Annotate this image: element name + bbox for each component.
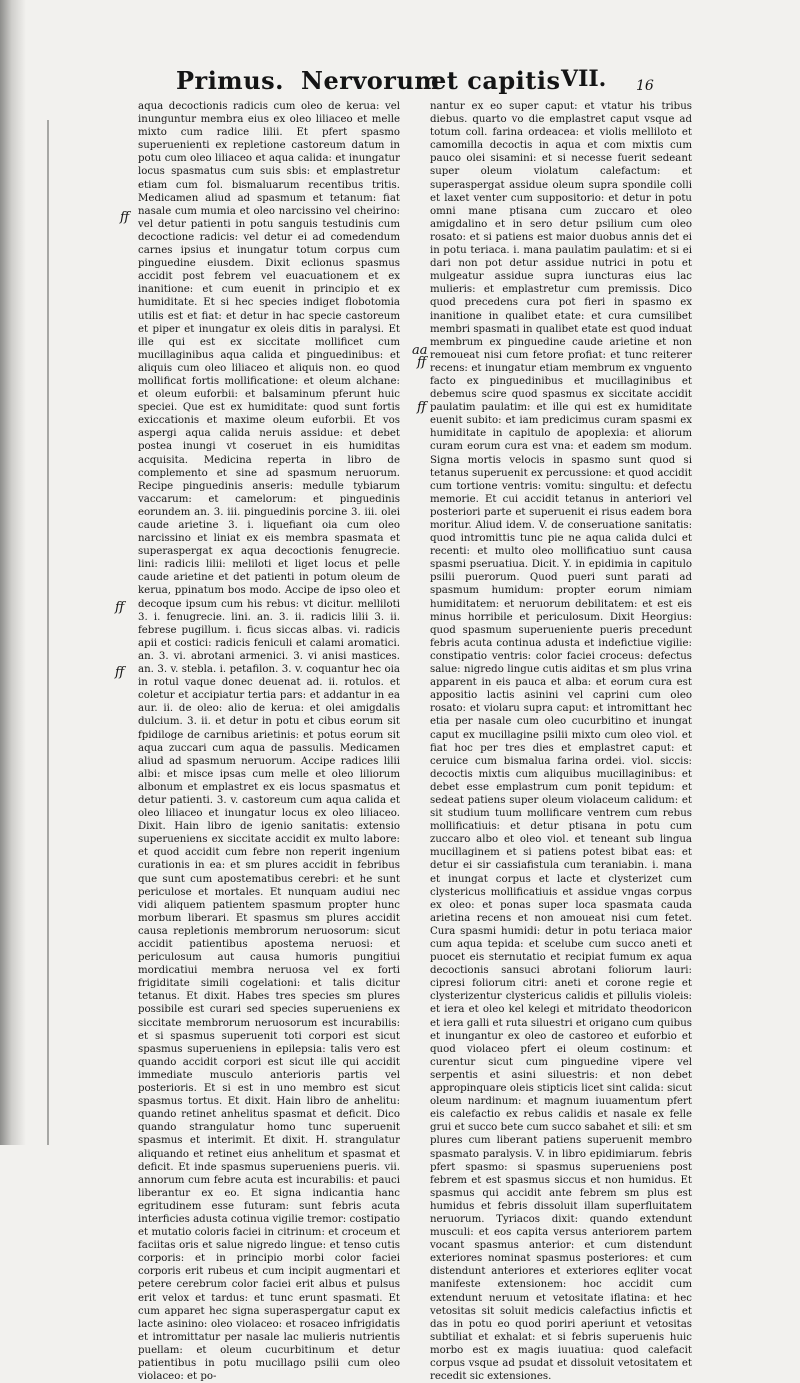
margin-mark-left-3: ff	[115, 665, 125, 680]
folio-handwritten-number: 16	[636, 78, 654, 94]
scan-edge-shadow	[0, 0, 26, 1145]
folio-roman: VII.	[561, 66, 607, 92]
header-right: et capitis	[431, 66, 561, 95]
margin-mark-left-2: ff	[115, 600, 125, 615]
header-middle: Nervorum	[301, 66, 441, 95]
margin-mark-right-2: ff	[417, 400, 427, 415]
text-column-right	[430, 100, 692, 1383]
margin-mark-right-1: ff	[417, 355, 427, 370]
margin-mark-left-1: ff	[120, 210, 130, 225]
page-fold-line	[47, 120, 49, 1145]
running-header	[176, 62, 680, 102]
left-column-text: aqua decoctionis radicis cum oleo de kerua: vel inunguntur membra eius ex oleo liliaceo et melle mixto cum radice lilii. Et pfert spasmo superuenienti ex repletione castoreum datum in potu cum oleo liliaceo et aqua calida: et inungatur locus spasmatus cum suis sbis: et emplastretur etiam cum fol. bismaluarum recentibus tritis. Medicamen aliud ad spasmum et tetanum: fiat nasale cum mumia et oleo narcissino vel cheirino: vel detur patienti in potu sanguis testudinis cum decoctione radicis: vel detur ei ad comedendum carnes ipsius et inungatur totum corpus cum pinguedine eiusdem. Dixit eclionus spasmus accidit post febrem vel euacuationem et ex inanitione: et cum euenit in principio et ex humiditate. Et si hec species indiget flobotomia utilis est et fiat: et detur in hac specie castoreum et piper et inungatur ex oleis ditis in paralysi. Et ille qui est ex siccitate mollificet cum mucillaginibus aqua calida et pinguedinibus: et aliquis cum oleo liliaceo et aliquis non. eo quod mollificat fortis mollificatione: et oleum alchane: et oleum euforbii: et balsaminum pferunt huic speciei. Que est ex humiditate: quod sunt fortis exiccationis et maxime oleum euforbii. Et vos aspergi aqua calida neruis assidue: et debet postea inungi vt coseruet in eis humiditas acquisita. Medicina reperta in libro de complemento et sine ad spasmum neruorum. Recipe pinguedinis anseris: medulle tybiarum vaccarum: et camelorum: et pinguedinis eorundem an. 3. iii. pinguedinis porcine 3. iii. olei caude arietine 3. i. liquefiant oia cum oleo narcissino et liniat ex eis membra spasmata et superaspergat ex aqua decoctionis fenugrecie. lini: radicis lilii: meliloti et liget locus et pelle caude arietine et det patienti in potum oleum de kerua, ppinatum bos modo. Accipe de ipso oleo et decoque ipsum cum his rebus: vt dicitur. melliloti 3. i. fenugrecie. lini. an. 3. ii. radicis lilii 3. ii. febrese pugillum. i. ficus siccas albas. vi. radicis apii et costici: radicis feniculi et calami aromatici. an. 3. vi. abrotani armenici. 3. vi anisi mastices. an. 3. v. stebla. i. petafilon. 3. v. coquantur hec oia in rotul vaque donec deuenat ad. ii. rotulos. et coletur et accipiatur tertia pars: et addantur in ea aur. ii. de oleo: alio de kerua: et olei amigdalis dulcium. 3. ii. et detur in potu et cibus eorum sit fpidiloge de carnibus arietinis: et potus eorum sit aqua zuccari cum aqua de passulis. Medicamen aliud ad spasmum neruorum. Accipe radices lilii albi: et misce ipsas cum melle et oleo liliorum albonum et emplastret ex eis locus spasmatus et detur patienti. 3. v. castoreum cum aqua calida et oleo liliaceo et inungatur locus ex oleo liliaceo. Dixit. Hain libro de igenio sanitatis: extensio superueniens ex siccitate accidit ex multo labore: et quod accidit cum febre non reperit ingenium curationis in ea: et sm plures accidit in febribus que sunt cum apostematibus cerebri: et he sunt periculose et mortales. Et nunquam audiui nec vidi aliquem patientem spasmum propter hunc morbum liberari. Et spasmus sm plures accidit causa repletionis membrorum neruosorum: sicut accidit patientibus apostema neruosi: et periculosum aut causa humoris pungitiui mordicatiui membra neruosa vel ex forti frigiditate simili cogelationi: et talis dicitur tetanus. Et dixit. Habes tres species sm plures possibile est curari sed species superueniens ex siccitate membrorum neruosorum est incurabilis: et si spasmus superuenit toti corpori est sicut spasmus superueniens in epilepsia: talis vero est quando accidit corpori est sicut ille qui accidit immediate musculo anterioris partis vel posterioris. Et si est in uno membro est sicut spasmus tortus. Et dixit. Hain libro de anhelitu: quando retinet anhelitus spasmat et deficit. Dico quando strangulatur homo tunc superuenit spasmus et interimit. Et dixit. H. strangulatur aliquando et retinet eius anhelitum et spasmat et deficit. Et inde spasmus superueniens pueris. vii. annorum cum febre acuta est incurabilis: et pauci liberantur ex eo. Et signa indicantia hanc egritudinem esse futuram: sunt febris acuta interficies adusta cotinua vigilie tremor: costipatio et mutatio coloris faciei in citrinum: et croceum et faciitas oris et salue nigredo lingue: et tenso cutis corporis: et in principio morbi color faciei corporis erit rubeus et cum incipit augmentari et petere cerebrum color faciei erit albus et pulsus erit velox et tardus: et tunc erunt spasmati. Et cum apparet hec signa superaspergatur caput ex lacte asinino: oleo violaceo: et rosaceo infrigidatis et intromittatur per nasale lac mulieris nutrientis puellam: et oleum cucurbitinum et detur patientibus in potu mucillago psilii cum oleo violaceo: et po-	[138, 101, 400, 1383]
margin-mark-right-aa: aa	[412, 343, 428, 358]
header-left: Primus.	[176, 66, 285, 95]
text-column-left	[138, 100, 400, 1383]
right-column-text: nantur ex eo super caput: et vtatur his tribus diebus. quarto vo die emplastret caput vsque ad totum coll. farina ordeacea: et violis melliloto et camomilla decoctis in aqua et com mixtis cum pauco olei sisamini: et si necesse fuerit sedeant super oleum violatum calefactum: et superaspergat assidue oleum supra spondile colli et laxet venter cum suppositorio: et detur in potu omni mane ptisana cum zuccaro et oleo amigdalino et in sero detur psilium cum oleo rosato: et si patiens est maior duobus annis det ei in potu teriaca. i. mana paulatim paulatim: et si ei dari non pot detur assidue nutrici in potu et mulgeatur assidue supra iuncturas eius lac mulieris: et emplastretur cum premissis. Dico quod precedens cura pot fieri in spasmo ex inanitione in qualibet etate: et cura cumsilibet membri spasmati in qualibet etate est quod induat membrum ex pinguedine caude arietine et non remoueat nisi cum fetore profiat: et tunc reiterer recens: et inungatur etiam membrum ex vnguento facto ex pinguedinibus et mucillaginibus et debemus scire quod spasmus ex siccitate accidit paulatim paulatim: et ille qui est ex humiditate euenit subito: et iam predicimus curam spasmi ex humiditate in capitulo de apoplexia: et aliorum curam eorum cura est vna: et eadem sm modum. Signa mortis velocis in spasmo sunt quod si tetanus superuenit ex percussione: et quod accidit cum tortione ventris: vomitu: singultu: et defectu memorie. Et cui accidit tetanus in anteriori vel posteriori parte et superuenit ei risus eadem bora moritur. Aliud idem. V. de conseruatione sanitatis: quod intromittis tunc pie ne aqua calida dulci et recenti: et multo oleo mollificatiuo sunt causa spasmi pseruatiua. Dicit. Y. in epidimia in capitulo psilii puerorum. Quod pueri sunt parati ad spasmum humidum: propter eorum nimiam humiditatem: et neruorum debilitatem: et est eis minus horribile et periculosum. Dixit Heorgius: quod spasmum superueniente pueris precedunt febris acuta continua adusta et indefictiue vigilie: constipatio ventris: color faciei croceus: defectus salue: nigredo lingue cutis aiditas et sm plus vrina apparent in eis pauca et alba: et eorum cura est appositio lactis asinini vel caprini cum oleo rosato: et violaru supra caput: et intromittant hec etia per nasale cum oleo cucurbitino et inungat caput ex mucillagine psilii mixto cum oleo viol. et fiat hoc per tres dies et emplastret caput: et ceruice cum bismalua farina ordei. viol. siccis: decoctis mixtis cum aliquibus mucillaginibus: et debet esse emplastrum cum ponit tepidum: et sedeat patiens super oleum violaceum calidum: et sit studium tuum mollificare ventrem cum rebus mollificatiuis: et detur ptisana in potu cum zuccaro albo et oleo viol. et teneant sub lingua mucillaginem et si patiens potest bibat eas: et detur ei sir cassiafistula cum teraniabin. i. mana et inungat corpus et lacte et clysterizet cum clystericus mollificatiuis et assidue vngas corpus ex oleo: et ponas super loca spasmata cauda arietina recens et non amoueat nisi cum fetet. Cura spasmi humidi: detur in potu teriaca maior cum aqua tepida: et scelube cum succo aneti et puocet eis sternutatio et recipiat fumum ex aqua decoctionis sansuci abrotani foliorum lauri: cipresi foliorum citri: aneti et corone regie et clysterizentur clystericus calidis et pillulis violeis: et iera et oleo kel kelegi et mitridato theodoricon et iera galli et ruta siluestri et origano cum quibus et inungantur ex oleo de castoreo et euforbio et quod violaceo pfert ei oleum costinum: et curentur sicut cum pinguedine vipere vel serpentis et asini siluestris: et non debet appropinquare oleis stipticis licet sint calida: sicut oleum nardinum: et magnum iuuamentum pfert eis calefactio ex rebus calidis et nasale ex felle grui et succo bete cum succo sabahet et sili: et sm plures cum liberant patiens superuenit membro spasmato paralysis. V. in libro epidimiarum. febris pfert spasmo: si spasmus superueniens post febrem et est spasmus siccus et non humidus. Et spasmus qui accidit ante febrem sm plus est humidus et febris dissoluit illam superfluitatem neruorum. Tyriacos dixit: quando extendunt musculi: et eos capita versus anteriorem partem vocant spasmus anterior: et cum distendunt exteriores nominat spasmus posteriores: et cum distendunt anteriores et exteriores eqliter vocat manifeste extensionem: hoc accidit cum extendunt neruum et vetositate iflatina: et hec vetositas sit soluit medicis calefactius infictis et das in potu eo quod poriri aperiunt et vetositas subtiliat et exhalat: et si febris superuenis huic morbo est ex magis iuuatiua: quod calefacit corpus vsque ad psudat et dissoluit vetositatem et recedit sic extensiones.	[430, 101, 692, 1383]
